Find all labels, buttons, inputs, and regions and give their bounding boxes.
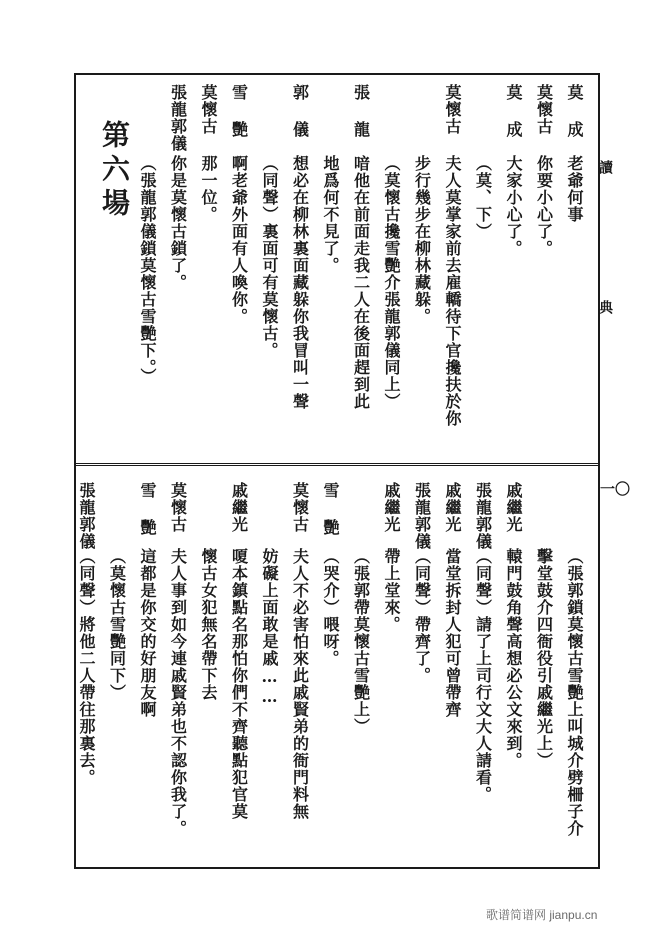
speaker-name: 戚繼光 (229, 482, 249, 533)
speaker-name: 莫 成 (504, 84, 523, 138)
stage-direction: 步行幾步在柳林藏躲。 (412, 155, 432, 325)
header-subtitle: 典 (597, 300, 613, 315)
dialogue-line: 想必在柳林裏面藏躲你我冒叫一聲 (290, 155, 310, 410)
speaker-name: 莫懷古 (443, 84, 462, 135)
speaker-name: 雪 艷 (138, 482, 157, 536)
stage-direction: 懷古女犯無名帶下去 (199, 548, 218, 701)
speaker-name: 戚繼光 (382, 482, 401, 533)
speaker-name: 莫 成 (565, 84, 584, 138)
scene-title: 第六場 (98, 120, 131, 222)
dialogue-line: 你要小心了。 (534, 155, 554, 257)
dialogue-line: 喑他在前面走我二人在後面趕到此 (351, 155, 371, 410)
dialogue-line: （哭介）喂呀。 (321, 548, 340, 667)
dialogue-line: 夫人不必害怕來此戚賢弟的衙門料無 (290, 548, 310, 820)
header-title: 讀 (597, 160, 613, 175)
stage-direction: （張郭鎖莫懷古雪艷上叫城介劈柵子介 (565, 548, 584, 837)
watermark: 歌谱简谱网 jianpu.cn (486, 908, 598, 922)
stage-direction: 地爲何不見了。 (321, 155, 340, 274)
stage-direction: （同聲）裏面可有莫懷古。 (260, 155, 279, 359)
dialogue-line: 大家小心了。 (504, 155, 523, 257)
page-number: 一〇 (600, 480, 631, 498)
speaker-name: 張 龍 (351, 84, 371, 138)
stage-direction: 妨礙上面敢是戚…… (260, 548, 279, 707)
speaker-name: 莫懷古 (290, 482, 310, 533)
dialogue-line: 你是莫懷古鎖了。 (168, 155, 188, 291)
speaker-name: 張龍郭儀 (77, 482, 96, 550)
dialogue-line: 那一位。 (199, 155, 218, 223)
speaker-name: 張龍郭儀 (168, 84, 188, 152)
dialogue-line: 老爺何事 (565, 155, 584, 223)
section-divider (74, 463, 600, 466)
speaker-name: 莫懷古 (199, 84, 218, 135)
dialogue-line: 夫人事到如今連戚賢弟也不認你我了。 (168, 548, 188, 837)
stage-direction: （莫懷古攙雪艷介張龍郭儀同上） (382, 155, 401, 410)
speaker-name: 張龍郭儀 (473, 482, 493, 550)
dialogue-line: 帶上堂來。 (382, 548, 401, 633)
stage-direction: 擊堂鼓介四衙役引戚繼光上） (534, 548, 554, 769)
stage-direction: （莫懷古雪艷同下） (107, 548, 127, 701)
dialogue-line: 當堂拆封人犯可曾帶齊 (443, 548, 462, 718)
dialogue-line: 嗄本鎮點名那怕你們不齊聽點犯官莫 (229, 548, 249, 820)
speaker-name: 雪 艷 (229, 84, 249, 138)
speaker-name: 雪 艷 (321, 482, 340, 536)
dialogue-line: 啊老爺外面有人喚你。 (229, 155, 249, 325)
speaker-name: 張龍郭儀 (412, 482, 432, 550)
dialogue-line: （同聲）帶齊了。 (412, 548, 432, 684)
speaker-name: 莫懷古 (168, 482, 188, 533)
dialogue-line: （同聲）請了上司行文大人請看。 (473, 548, 493, 803)
dialogue-line: 夫人莫掌家前去雇轎待下官攙扶於你 (443, 155, 462, 427)
stage-direction: （張龍郭儀鎖莫懷古雪艷下。） (138, 155, 157, 385)
stage-direction: （張郭帶莫懷古雪艷上） (351, 548, 371, 735)
stage-direction: （莫、下） (473, 155, 493, 240)
speaker-name: 戚繼光 (443, 482, 462, 533)
dialogue-line: 這都是你交的好朋友啊 (138, 548, 157, 718)
dialogue-line: 轅門鼓角聲高想必公文來到。 (504, 548, 523, 769)
speaker-name: 郭 儀 (290, 84, 310, 138)
speaker-name: 莫懷古 (534, 84, 554, 135)
speaker-name: 戚繼光 (504, 482, 523, 533)
dialogue-line: （同聲）將他二人帶往那裏去。 (77, 548, 96, 786)
